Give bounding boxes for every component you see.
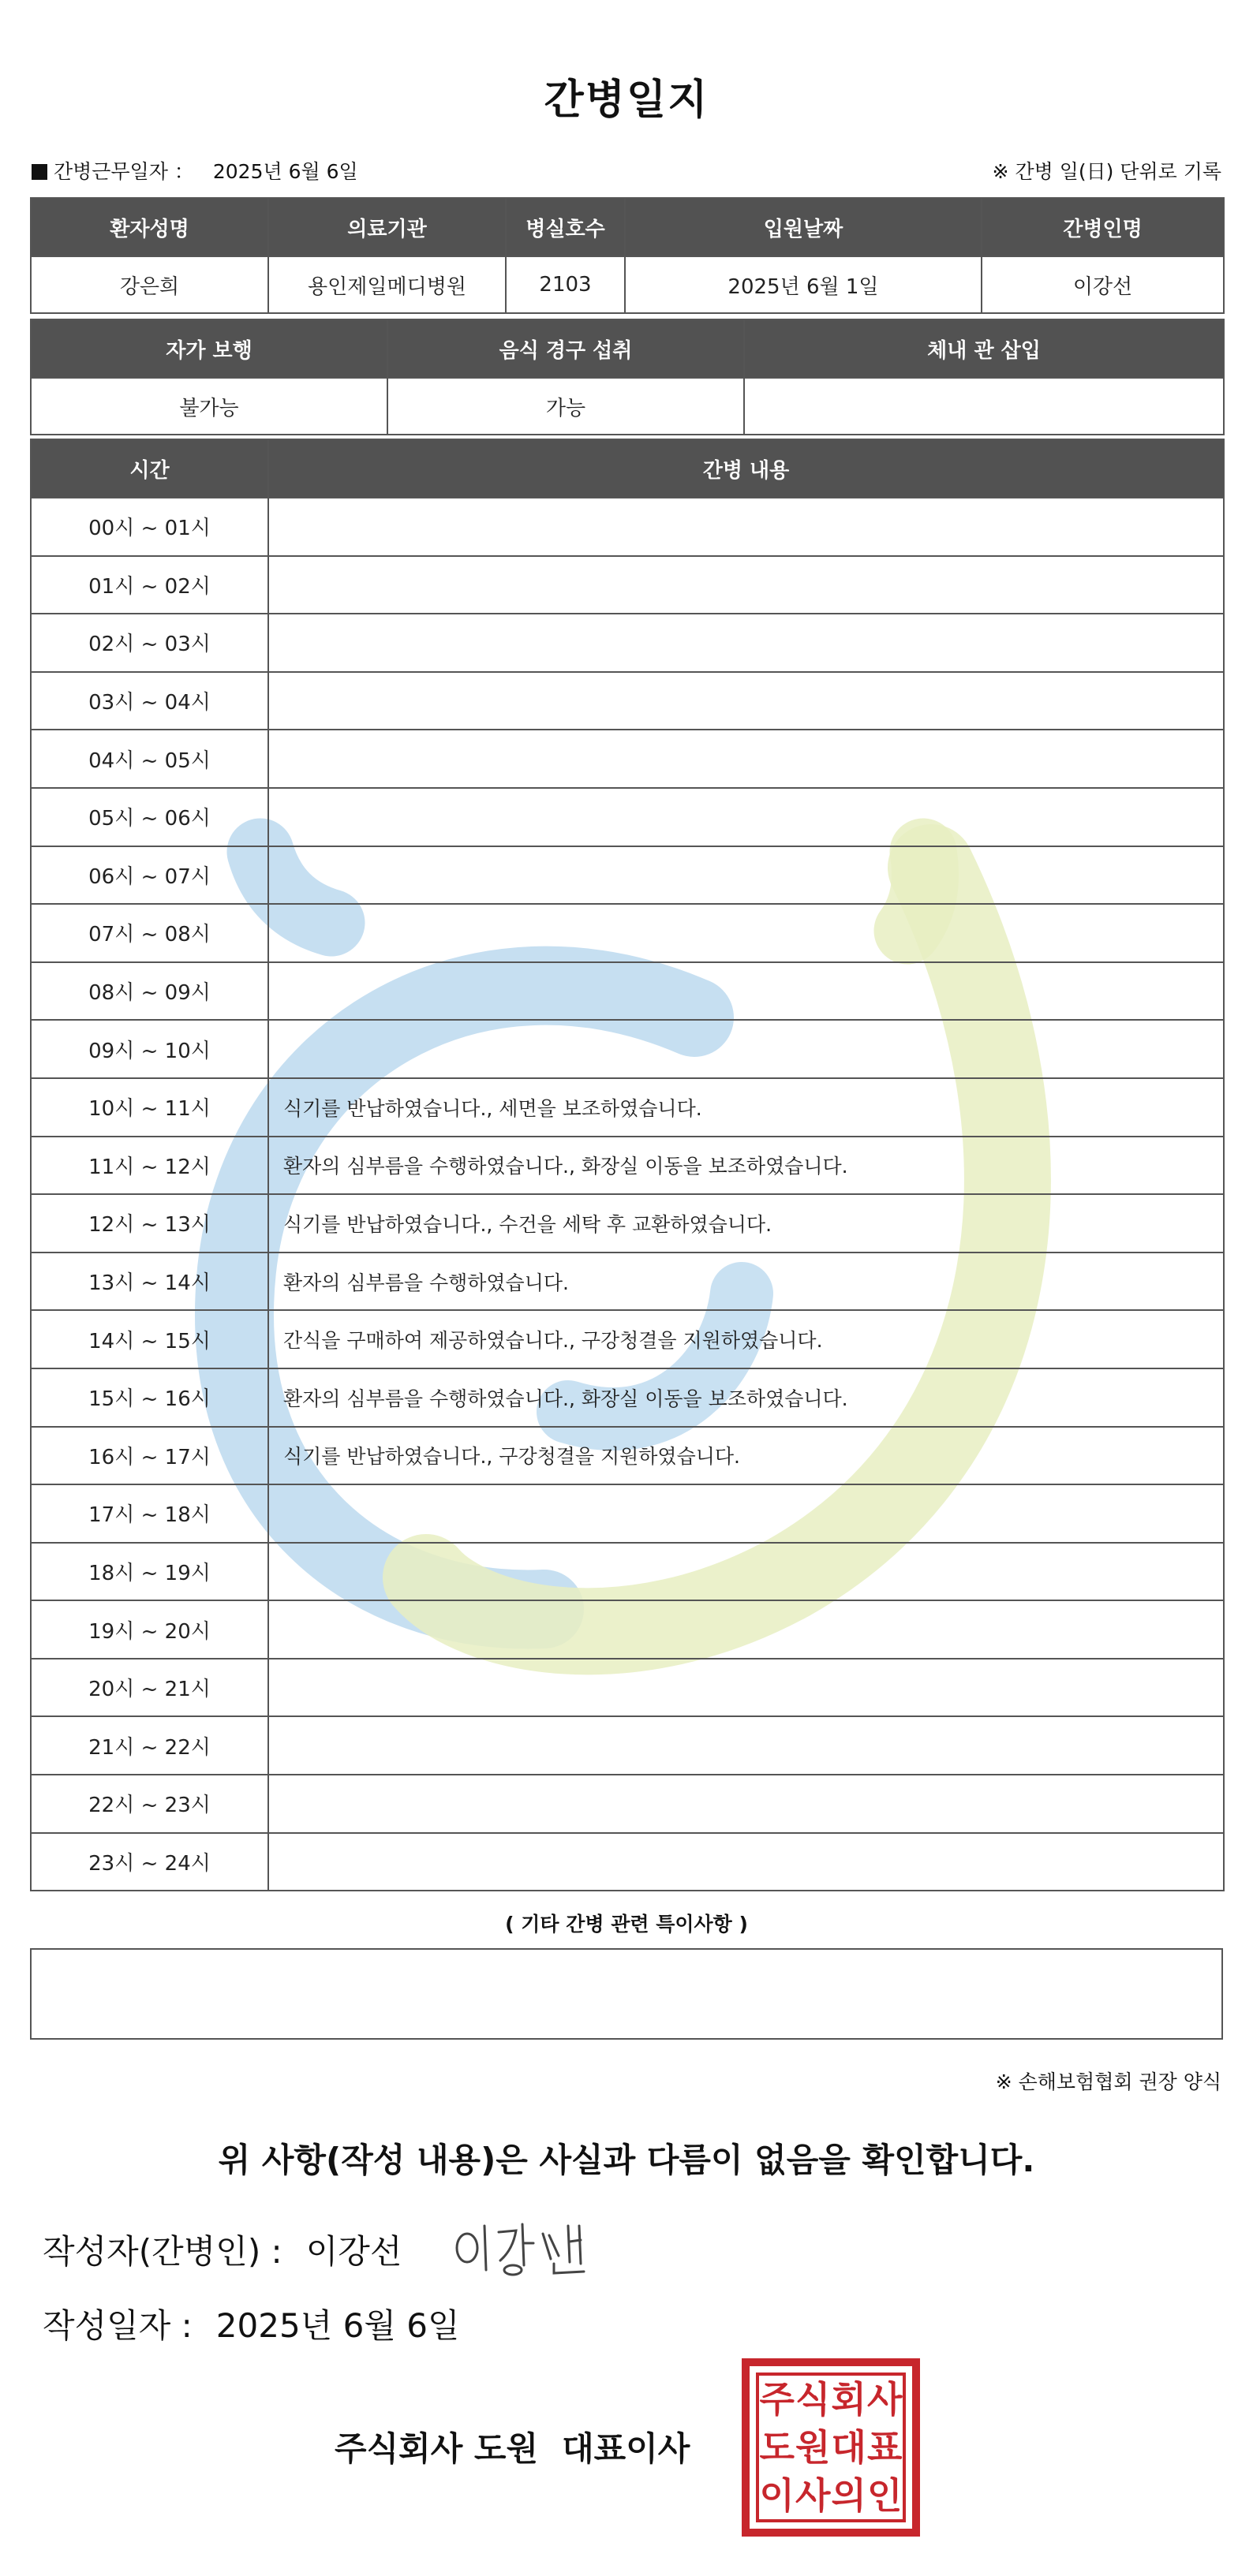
care-content (268, 1484, 1224, 1543)
header-care-content: 간병 내용 (268, 439, 1224, 498)
special-notes-box (30, 1948, 1223, 2040)
table-row (31, 730, 1224, 788)
time-slot: 07시 ~ 08시 (31, 904, 268, 962)
table-row (31, 1775, 1224, 1833)
room-number: 2103 (506, 256, 625, 313)
seal-char: 도 (759, 2425, 795, 2469)
care-content (268, 1833, 1224, 1891)
seal-char: 사 (795, 2473, 831, 2517)
table-row (31, 1427, 1224, 1485)
time-slot: 03시 ~ 04시 (31, 672, 268, 730)
table-row (31, 1078, 1224, 1137)
table-row (31, 1020, 1224, 1078)
time-slot: 08시 ~ 09시 (31, 962, 268, 1021)
confirmation-statement: 위 사항(작성 내용)은 사실과 다름이 없음을 확인합니다. (218, 2141, 1035, 2179)
header-room: 병실호수 (506, 198, 625, 256)
time-slot: 04시 ~ 05시 (31, 730, 268, 788)
page-title: 간병일지 (544, 77, 709, 124)
table-row (31, 1484, 1224, 1543)
table-row (31, 1543, 1224, 1601)
time-slot: 09시 ~ 10시 (31, 1020, 268, 1078)
special-notes-title: ( 기타 간병 관련 특이사항 ) (505, 1913, 748, 1936)
handwritten-signature (450, 2215, 600, 2278)
care-content (268, 1600, 1224, 1659)
care-content: 식기를 반납하였습니다., 수건을 세탁 후 교환하였습니다. (268, 1194, 1224, 1253)
care-log-rows (31, 498, 1224, 1891)
table-row (31, 1253, 1224, 1311)
self-walking: 불가능 (31, 378, 387, 435)
care-content (268, 556, 1224, 614)
seal-char: 대 (831, 2425, 866, 2469)
time-slot: 12시 ~ 13시 (31, 1194, 268, 1253)
patient-status-table (30, 319, 1225, 435)
table-row (31, 1137, 1224, 1195)
table-row (31, 1659, 1224, 1717)
caregiver-name: 이강선 (982, 256, 1224, 313)
seal-char: 원 (795, 2425, 831, 2469)
written-date-line (43, 2300, 460, 2347)
time-slot: 19시 ~ 20시 (31, 1600, 268, 1659)
representative-title: 대표이사 (562, 2429, 690, 2468)
table-row (31, 1600, 1224, 1659)
seal-char: 이 (759, 2473, 795, 2517)
care-content (268, 904, 1224, 962)
seal-char: 사 (867, 2378, 903, 2421)
care-content (268, 788, 1224, 846)
header-oral-intake: 음식 경구 섭취 (387, 319, 744, 378)
table-row (31, 846, 1224, 905)
care-content: 간식을 구매하여 제공하였습니다., 구강청결을 지원하였습니다. (268, 1310, 1224, 1368)
table-row (31, 1310, 1224, 1368)
header-caregiver-name: 간병인명 (982, 198, 1224, 256)
recommend-note: ※ 손해보험협회 권장 양식 (995, 2070, 1221, 2093)
seal-char: 회 (831, 2378, 866, 2421)
time-slot: 10시 ~ 11시 (31, 1078, 268, 1137)
time-slot: 11시 ~ 12시 (31, 1137, 268, 1195)
care-content (268, 672, 1224, 730)
seal-char: 표 (867, 2425, 903, 2469)
table-row (31, 1368, 1224, 1427)
care-content: 환자의 심부름을 수행하였습니다., 화장실 이동을 보조하였습니다. (268, 1137, 1224, 1195)
time-slot: 15시 ~ 16시 (31, 1368, 268, 1427)
hospital: 용인제일메디병원 (268, 256, 506, 313)
time-slot: 18시 ~ 19시 (31, 1543, 268, 1601)
oral-intake: 가능 (387, 378, 744, 435)
care-content (268, 1020, 1224, 1078)
care-content (268, 730, 1224, 788)
written-date-label: 작성일자 : (43, 2306, 193, 2345)
seal-characters (756, 2373, 906, 2522)
writer-line (43, 2226, 402, 2273)
company-name: 주식회사 도원 (335, 2429, 539, 2468)
table-row (31, 962, 1224, 1021)
table-row (31, 498, 1224, 556)
care-content (268, 1659, 1224, 1717)
patient-name: 강은희 (31, 256, 268, 313)
table-row (31, 788, 1224, 846)
writer-label: 작성자(간병인) : (43, 2232, 282, 2271)
care-content: 환자의 심부름을 수행하였습니다. (268, 1253, 1224, 1311)
header-hospital: 의료기관 (268, 198, 506, 256)
time-slot: 01시 ~ 02시 (31, 556, 268, 614)
care-content (268, 846, 1224, 905)
care-content (268, 962, 1224, 1021)
seal-char: 인 (867, 2473, 903, 2517)
table-row (31, 904, 1224, 962)
care-content (268, 1543, 1224, 1601)
seal-char: 주 (759, 2378, 795, 2421)
time-slot: 00시 ~ 01시 (31, 498, 268, 556)
care-content: 식기를 반납하였습니다., 세면을 보조하였습니다. (268, 1078, 1224, 1137)
written-date-value: 2025년 6월 6일 (215, 2306, 460, 2345)
care-content (268, 1775, 1224, 1833)
header-admission-date: 입원날짜 (625, 198, 982, 256)
header-self-walking: 자가 보행 (31, 319, 387, 378)
care-log-table (30, 439, 1225, 1891)
time-slot: 23시 ~ 24시 (31, 1833, 268, 1891)
work-date-value: 2025년 6월 6일 (212, 160, 358, 183)
admission-date: 2025년 6월 1일 (625, 256, 982, 313)
square-bullet-icon (32, 164, 47, 180)
work-date (32, 156, 358, 185)
tube-insertion (744, 378, 1224, 435)
care-content (268, 614, 1224, 672)
table-row (31, 1716, 1224, 1775)
header-time: 시간 (31, 439, 268, 498)
patient-info-table (30, 197, 1225, 314)
care-content (268, 1716, 1224, 1775)
time-slot: 20시 ~ 21시 (31, 1659, 268, 1717)
time-slot: 02시 ~ 03시 (31, 614, 268, 672)
time-slot: 22시 ~ 23시 (31, 1775, 268, 1833)
company-seal-stamp (742, 2358, 920, 2537)
work-date-label: 간병근무일자 ： (54, 160, 194, 183)
table-row (31, 672, 1224, 730)
time-slot: 05시 ~ 06시 (31, 788, 268, 846)
company-line (335, 2423, 690, 2470)
table-row (31, 614, 1224, 672)
time-slot: 17시 ~ 18시 (31, 1484, 268, 1543)
care-content (268, 498, 1224, 556)
time-slot: 13시 ~ 14시 (31, 1253, 268, 1311)
table-row (31, 1194, 1224, 1253)
table-row (31, 1833, 1224, 1891)
time-slot: 14시 ~ 15시 (31, 1310, 268, 1368)
time-slot: 06시 ~ 07시 (31, 846, 268, 905)
header-tube-insertion: 체내 관 삽입 (744, 319, 1224, 378)
care-content: 환자의 심부름을 수행하였습니다., 화장실 이동을 보조하였습니다. (268, 1368, 1224, 1427)
table-row (31, 556, 1224, 614)
seal-char: 식 (795, 2378, 831, 2421)
writer-name: 이강선 (305, 2232, 402, 2271)
time-slot: 16시 ~ 17시 (31, 1427, 268, 1485)
seal-char: 의 (831, 2473, 866, 2517)
unit-note: ※ 간병 일(日) 단위로 기록 (992, 160, 1221, 183)
care-content: 식기를 반납하였습니다., 구강청결을 지원하였습니다. (268, 1427, 1224, 1485)
header-patient-name: 환자성명 (31, 198, 268, 256)
time-slot: 21시 ~ 22시 (31, 1716, 268, 1775)
